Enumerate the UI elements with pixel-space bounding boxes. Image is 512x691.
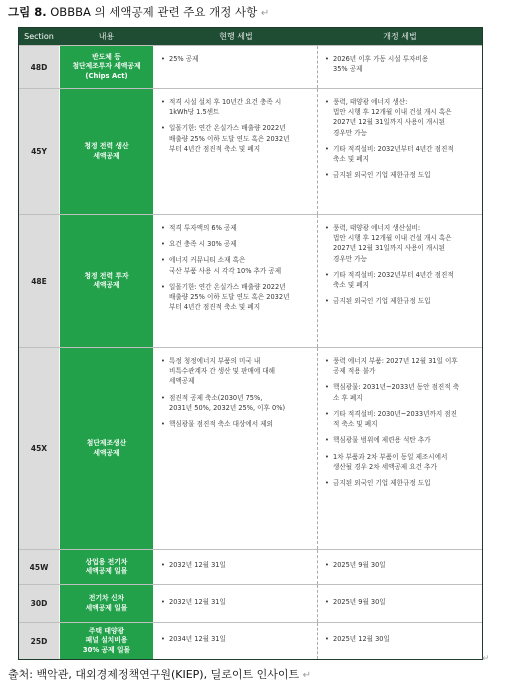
revised-law-cell: [318, 623, 482, 659]
list-item: • 특정 청정에너지 부품의 미국 내 비특수관계자 간 생산 및 판매에 대해 세액공제: [169, 356, 311, 387]
tax-credit-table: [18, 27, 483, 660]
section-code: 45X: [19, 348, 59, 549]
figure-title: [8, 4, 269, 20]
header-current-law: 현행 세법: [219, 32, 253, 41]
section-code: 25D: [19, 623, 59, 659]
list-item: • 핵심광물: 2031년~2033년 동안 점진적 축 소 후 폐지: [333, 382, 476, 402]
figure-caption: OBBBA 의 세액공제 관련 주요 개정 사항: [50, 5, 258, 19]
current-law-cell: [154, 550, 318, 584]
table-row: [19, 214, 482, 347]
table-row: [19, 347, 482, 549]
list-item: • 적격 투자액의 6% 공제: [169, 223, 311, 233]
paragraph-mark: ↵: [260, 8, 270, 19]
current-law-cell: [154, 215, 318, 347]
header-section: Section: [24, 32, 54, 41]
table-row: [19, 584, 482, 622]
revised-law-cell: [318, 348, 482, 549]
content-label: 전기차 신차 세액공제 일몰: [59, 585, 154, 622]
list-item: • 1차 부품과 2차 부품이 동일 제조시에서 생산될 경우 2차 세액공제 요건 추가: [333, 452, 476, 472]
list-item: • 풍력, 태양광 에너지 생산설비: 법안 시행 후 12개월 이내 건설 개시 혹은 2027년 12월 31일까지 사용이 개시된 경우만 가능: [333, 223, 476, 264]
list-item: • 기타 적격설비: 2032년부터 4년간 점진적 축소 및 폐지: [333, 270, 476, 290]
list-item: • 에너지 커뮤니티 소재 혹은 국산 부품 사용 시 각각 10% 추가 공제: [169, 255, 311, 275]
section-code: 45Y: [19, 89, 59, 214]
source-text: 출처: 백악관, 대외경제정책연구원(KIEP), 딜로이트 인사이트: [8, 668, 300, 681]
list-item: • 기타 적격설비: 2032년부터 4년간 점진적 축소 및 폐지: [333, 144, 476, 164]
list-item: • 풍력, 태양광 에너지 생산: 법안 시행 후 12개월 이내 건설 개시 혹은 2027년 12월 31일까지 사용이 개시된 경우만 가능: [333, 97, 476, 138]
header-revised-law: 개정 세법: [383, 32, 417, 41]
list-item: • 일몰기한: 연간 온실가스 배출량 2022년 배출량 25% 이하 도달 연도 혹은 2032년 부터 4년간 점진적 축소 및 폐지: [169, 282, 311, 313]
content-label: 청정 전력 투자 세액공제: [59, 215, 154, 347]
list-item: • 풍력 에너지 부품: 2027년 12월 31일 이후 공제 적용 불가: [333, 356, 476, 376]
content-label: 첨단제조생산 세액공제: [59, 348, 154, 549]
content-label: 청정 전력 생산 세액공제: [59, 89, 154, 214]
revised-law-cell: [318, 550, 482, 584]
list-item: • 적격 시설 설치 후 10년간 요건 충족 시 1kWh당 1.5센트: [169, 97, 311, 117]
list-item: • 기타 적격설비: 2030년~2033년까지 점진 적 축소 및 폐지: [333, 409, 476, 429]
current-law-cell: [154, 348, 318, 549]
list-item: • 핵심광물 범위에 제련용 석탄 추가: [333, 435, 476, 445]
section-code: 45W: [19, 550, 59, 584]
section-code: 48E: [19, 215, 59, 347]
section-code: 48D: [19, 46, 59, 88]
source-note: [8, 666, 311, 682]
list-item: • 2025년 9월 30일: [333, 597, 476, 607]
list-item: • 2025년 9월 30일: [333, 560, 476, 570]
current-law-cell: [154, 89, 318, 214]
list-item: • 점진적 공제 축소(2030년 75%, 2031년 50%, 2032년 25%, 이후 0%): [169, 393, 311, 413]
revised-law-cell: [318, 215, 482, 347]
table-row: [19, 45, 482, 88]
list-item: • 25% 공제: [169, 54, 311, 64]
content-label: 주택 태양광 패널 설치비용 30% 공제 일몰: [59, 623, 154, 659]
current-law-cell: [154, 585, 318, 622]
current-law-cell: [154, 623, 318, 659]
content-label: 반도체 등 첨단제조투자 세액공제 (Chips Act): [59, 46, 154, 88]
list-item: • 2026년 이후 가동 시설 투자비용 35% 공제: [333, 54, 476, 74]
table-header: [19, 28, 482, 45]
list-item: • 2032년 12월 31일: [169, 597, 311, 607]
list-item: • 일몰기한: 연간 온실가스 배출량 2022년 배출량 25% 이하 도달 연도 혹은 2032년 부터 4년간 점진적 축소 및 폐지: [169, 123, 311, 154]
table-row: [19, 622, 482, 659]
revised-law-cell: [318, 89, 482, 214]
section-code: 30D: [19, 585, 59, 622]
list-item: • 금지된 외국인 기업 제한규정 도입: [333, 170, 476, 180]
list-item: • 요건 충족 시 30% 공제: [169, 239, 311, 249]
figure-number: 그림 8.: [8, 5, 47, 19]
content-label: 상업용 전기차 세액공제 일몰: [59, 550, 154, 584]
list-item: • 2025년 12월 30일: [333, 634, 476, 644]
table-row: [19, 88, 482, 214]
list-item: • 금지된 외국인 기업 제한규정 도입: [333, 296, 476, 306]
revised-law-cell: [318, 585, 482, 622]
current-law-cell: [154, 46, 318, 88]
paragraph-mark: ↵: [482, 654, 490, 664]
list-item: • 금지된 외국인 기업 제한규정 도입: [333, 478, 476, 488]
list-item: • 핵심광물 점진적 축소 대상에서 제외: [169, 419, 311, 429]
header-content: 내용: [98, 32, 115, 41]
paragraph-mark: ↵: [302, 670, 311, 681]
list-item: • 2032년 12월 31일: [169, 560, 311, 570]
table-row: [19, 549, 482, 584]
revised-law-cell: [318, 46, 482, 88]
list-item: • 2034년 12월 31일: [169, 634, 311, 644]
